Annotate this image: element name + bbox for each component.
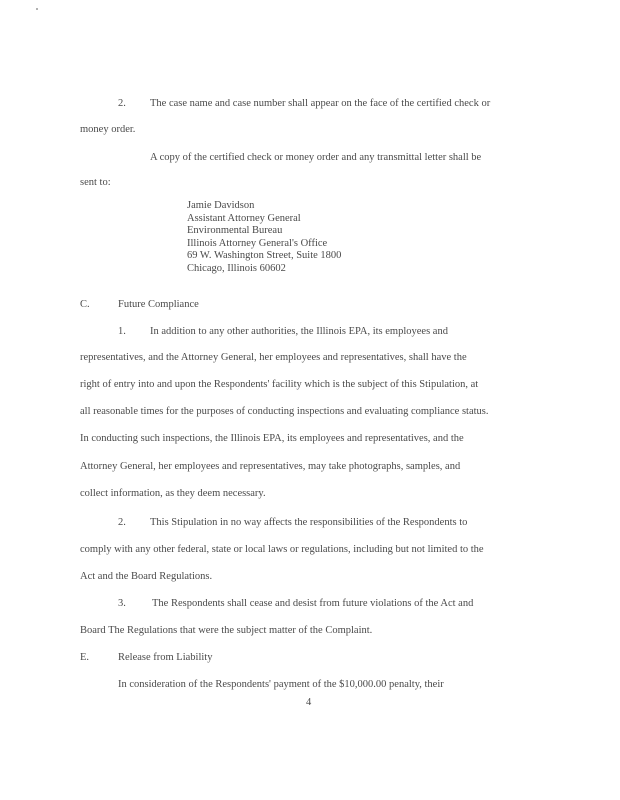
page-number: 4 [306,697,312,708]
c2-line: comply with any other federal, state or local laws or regulations, including but not limited to the [80,544,484,555]
item-2-line-2: money order. [80,124,136,135]
item-2-number: 2. [118,98,126,109]
section-e-title: Release from Liability [118,652,213,663]
item-3-line-1: A copy of the certified check or money order and any transmittal letter shall be [150,152,482,163]
item-3-line-2: sent to: [80,177,111,188]
section-c-letter: C. [80,299,90,310]
section-e-letter: E. [80,652,90,663]
c2-line: Act and the Board Regulations. [80,571,213,582]
c1-number: 1. [118,326,126,337]
c3-number: 3. [118,598,126,609]
scan-speck [36,8,38,10]
c1-line: right of entry into and upon the Respondents' facility which is the subject of this Stipulation, at [80,379,479,390]
address-line: Chicago, Illinois 60602 [187,262,286,274]
e-line: In consideration of the Respondents' payment of the $10,000.00 penalty, their [118,679,444,690]
address-line: Illinois Attorney General's Office [187,237,328,249]
c3-line: Board The Regulations that were the subject matter of the Complaint. [80,625,373,636]
c3-line: The Respondents shall cease and desist from future violations of the Act and [152,598,474,609]
section-c-title: Future Compliance [118,299,199,310]
address-line: Environmental Bureau [187,225,283,237]
c2-line: This Stipulation in no way affects the responsibilities of the Respondents to [150,517,468,528]
address-line: Assistant Attorney General [187,212,301,224]
c1-line: Attorney General, her employees and representatives, may take photographs, samples, and [80,461,461,472]
c1-line: In conducting such inspections, the Illinois EPA, its employees and representatives, and the [80,433,464,444]
c2-number: 2. [118,517,126,528]
c1-line: collect information, as they deem necessary. [80,488,266,499]
address-line: 69 W. Washington Street, Suite 1800 [187,250,342,262]
c1-line: representatives, and the Attorney General, her employees and representatives, shall have the [80,352,467,363]
c1-line: In addition to any other authorities, the Illinois EPA, its employees and [150,326,448,337]
c1-line: all reasonable times for the purposes of conducting inspections and evaluating compliance status. [80,406,489,417]
address-block [187,200,341,276]
item-2-line-1: The case name and case number shall appear on the face of the certified check or [150,98,491,109]
address-line: Jamie Davidson [187,200,255,211]
